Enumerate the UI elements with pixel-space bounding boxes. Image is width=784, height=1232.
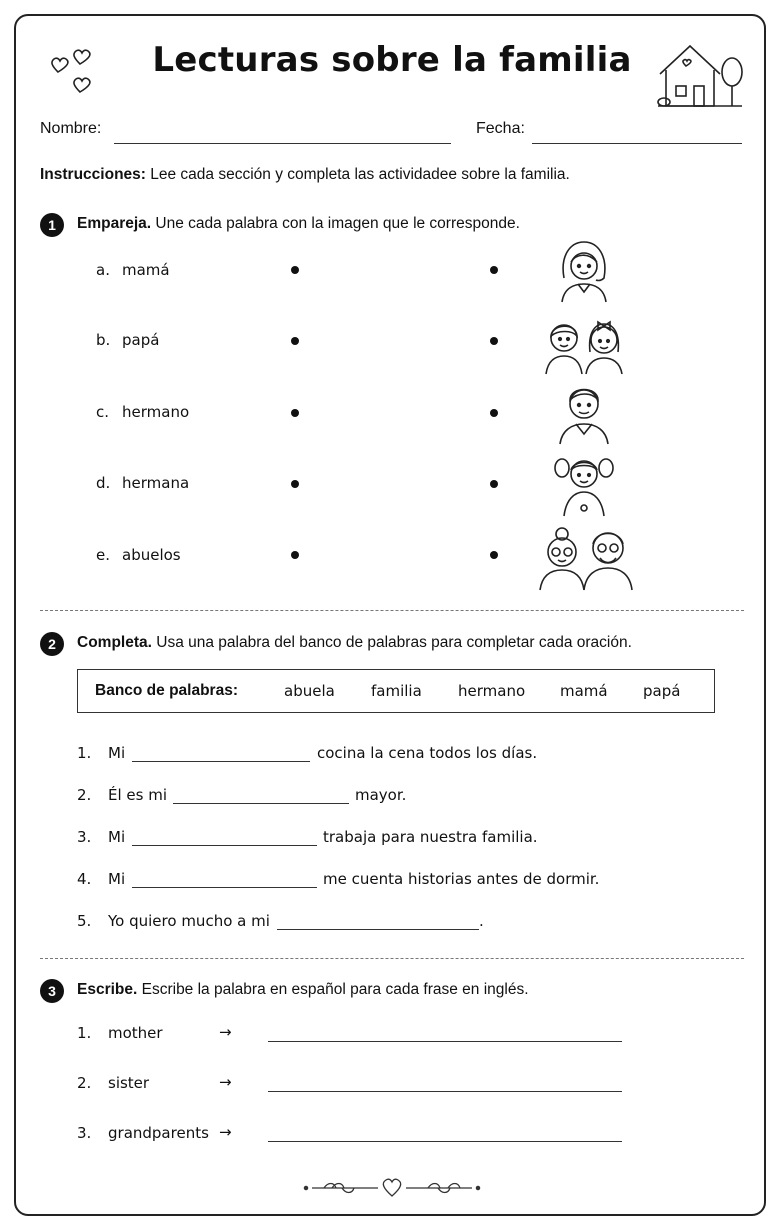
date-field[interactable]	[532, 143, 742, 144]
match-dot-left[interactable]	[291, 551, 299, 559]
house-icon	[656, 42, 746, 112]
match-letter-d: d.	[96, 474, 111, 492]
match-letter-e: e.	[96, 546, 110, 564]
arrow-icon: →	[219, 1023, 232, 1041]
name-field[interactable]	[114, 143, 451, 144]
section-1-title: Empareja.	[77, 215, 152, 232]
blank-field[interactable]	[132, 887, 317, 888]
sentence-after: mayor.	[355, 786, 407, 804]
section-1-heading	[77, 215, 520, 233]
sentence-number: 3.	[77, 828, 92, 846]
bank-word: mamá	[560, 682, 608, 700]
girl-icon	[552, 452, 616, 518]
instructions-text: Lee cada sección y completa las actividadee sobre la familia.	[145, 166, 570, 183]
section-2-heading	[77, 634, 632, 652]
match-dot-right[interactable]	[490, 551, 498, 559]
section-number-1: 1	[40, 213, 64, 237]
section-1-text: Une cada palabra con la imagen que le corresponde.	[151, 215, 520, 232]
sentence-before: Él es mi	[108, 786, 168, 804]
section-3-text: Escribe la palabra en español para cada frase en inglés.	[137, 981, 529, 998]
match-word-mama: mamá	[122, 261, 170, 279]
name-label: Nombre:	[40, 120, 102, 137]
translate-word-mother: mother	[108, 1024, 163, 1042]
sentence-after: trabaja para nuestra familia.	[323, 828, 538, 846]
translate-word-sister: sister	[108, 1074, 150, 1092]
sentence-after: .	[479, 912, 484, 930]
section-number-2: 2	[40, 632, 64, 656]
sentence-before: Mi	[108, 744, 126, 762]
match-letter-b: b.	[96, 331, 111, 349]
match-dot-left[interactable]	[291, 480, 299, 488]
instructions	[40, 166, 570, 184]
section-3-heading	[77, 981, 529, 999]
arrow-icon: →	[219, 1073, 232, 1091]
section-2-text: Usa una palabra del banco de palabras para completar cada oración.	[151, 634, 632, 651]
date-label: Fecha:	[476, 120, 525, 137]
answer-field[interactable]	[268, 1041, 622, 1042]
bank-word: hermano	[458, 682, 526, 700]
match-dot-right[interactable]	[490, 337, 498, 345]
word-bank-label: Banco de palabras:	[95, 682, 238, 699]
section-divider	[40, 958, 744, 959]
match-dot-right[interactable]	[490, 266, 498, 274]
sentence-after: cocina la cena todos los días.	[317, 744, 538, 762]
section-2-title: Completa.	[77, 634, 152, 651]
translate-word-grandparents: grandparents	[108, 1124, 209, 1142]
translate-number: 2.	[77, 1074, 92, 1092]
sentence-before: Mi	[108, 870, 126, 888]
instructions-label: Instrucciones:	[40, 166, 146, 183]
match-dot-left[interactable]	[291, 266, 299, 274]
section-divider	[40, 610, 744, 611]
answer-field[interactable]	[268, 1141, 622, 1142]
blank-field[interactable]	[173, 803, 349, 804]
sentence-number: 5.	[77, 912, 92, 930]
bank-word: abuela	[284, 682, 335, 700]
match-letter-a: a.	[96, 261, 110, 279]
sentence-number: 1.	[77, 744, 92, 762]
section-3-title: Escribe.	[77, 981, 138, 998]
sentence-number: 4.	[77, 870, 92, 888]
match-word-hermana: hermana	[122, 474, 190, 492]
sentence-after: me cuenta historias antes de dormir.	[323, 870, 600, 888]
sentence-number: 2.	[77, 786, 92, 804]
mother-icon	[556, 238, 612, 304]
match-word-hermano: hermano	[122, 403, 190, 421]
sentence-before: Mi	[108, 828, 126, 846]
siblings-icon	[544, 314, 626, 376]
match-word-papa: papá	[122, 331, 160, 349]
sentence-before: Yo quiero mucho a mi	[108, 912, 270, 930]
bank-word: familia	[371, 682, 422, 700]
blank-field[interactable]	[132, 761, 310, 762]
blank-field[interactable]	[132, 845, 317, 846]
grandparents-icon	[536, 524, 638, 592]
section-number-3: 3	[40, 979, 64, 1003]
heart-vine-icon	[302, 1176, 482, 1200]
father-icon	[556, 380, 612, 446]
page-title: Lecturas sobre la familia	[152, 40, 632, 80]
match-word-abuelos: abuelos	[122, 546, 181, 564]
match-letter-c: c.	[96, 403, 110, 421]
match-dot-left[interactable]	[291, 337, 299, 345]
match-dot-right[interactable]	[490, 409, 498, 417]
blank-field[interactable]	[277, 929, 479, 930]
bank-word: papá	[643, 682, 681, 700]
translate-number: 3.	[77, 1124, 92, 1142]
arrow-icon: →	[219, 1123, 232, 1141]
answer-field[interactable]	[268, 1091, 622, 1092]
match-dot-left[interactable]	[291, 409, 299, 417]
translate-number: 1.	[77, 1024, 92, 1042]
match-dot-right[interactable]	[490, 480, 498, 488]
